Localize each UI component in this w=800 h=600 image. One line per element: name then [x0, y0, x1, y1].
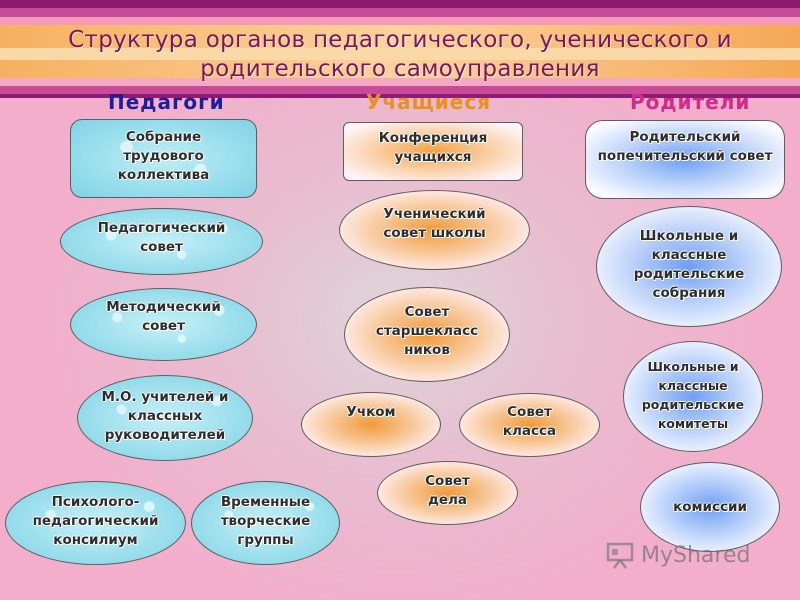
node-seniors-council-label: Совет старшекласс ников: [375, 304, 479, 358]
node-affairs-council-label: Совет дела: [425, 473, 470, 508]
node-student-council: [339, 190, 530, 270]
node-creative-groups: [191, 481, 340, 565]
column-heading-teachers: Педагоги: [108, 90, 225, 114]
node-student-conference: [343, 122, 523, 181]
node-psych-pedagogical-council-label: Психолого- педагогический консилиум: [32, 494, 159, 548]
node-creative-groups-label: Временные творческие группы: [220, 494, 311, 548]
node-student-conference-label: Конференция учащихся: [378, 130, 488, 165]
node-methodical-council-label: Методический совет: [106, 299, 221, 334]
node-pedagogical-council: [60, 208, 263, 275]
node-class-council: [459, 393, 600, 457]
node-parent-meetings: [596, 206, 782, 327]
node-board-of-trustees: [585, 120, 785, 199]
node-seniors-council: [344, 287, 510, 382]
node-commissions-label: комиссии: [673, 499, 747, 515]
node-methodical-council: [70, 288, 257, 361]
column-heading-parents: Родители: [630, 90, 751, 114]
node-class-teachers-association-label: М.О. учителей и классных руководителей: [101, 389, 229, 443]
page-title-line-1: Структура органов педагогического, ученического и: [68, 27, 732, 53]
node-parent-committees-label: Школьные и классные родительские комитеты: [641, 359, 745, 431]
node-board-of-trustees-label: Родительский попечительский совет: [597, 129, 773, 164]
page-title-line-2: родительского самоуправления: [200, 56, 600, 82]
node-parent-meetings-label: Школьные и классные родительские собрания: [633, 228, 745, 301]
node-general-meeting: [70, 119, 257, 198]
node-pedagogical-council-label: Педагогический совет: [97, 220, 226, 255]
presentation-board-icon: [605, 541, 635, 569]
node-student-council-label: Ученический совет школы: [383, 206, 486, 241]
node-uchkom: [301, 392, 441, 457]
node-affairs-council: [377, 461, 518, 525]
node-psych-pedagogical-council: [5, 481, 186, 565]
node-general-meeting-label: Собрание трудового коллектива: [117, 129, 210, 183]
watermark-text: MyShared: [641, 542, 751, 568]
node-parent-committees: [623, 341, 763, 452]
column-heading-students: Учащиеся: [366, 90, 492, 114]
myshared-watermark: [605, 538, 765, 572]
node-class-council-label: Совет класса: [502, 404, 557, 439]
node-uchkom-label: Учком: [346, 404, 396, 420]
node-class-teachers-association: [77, 375, 253, 461]
